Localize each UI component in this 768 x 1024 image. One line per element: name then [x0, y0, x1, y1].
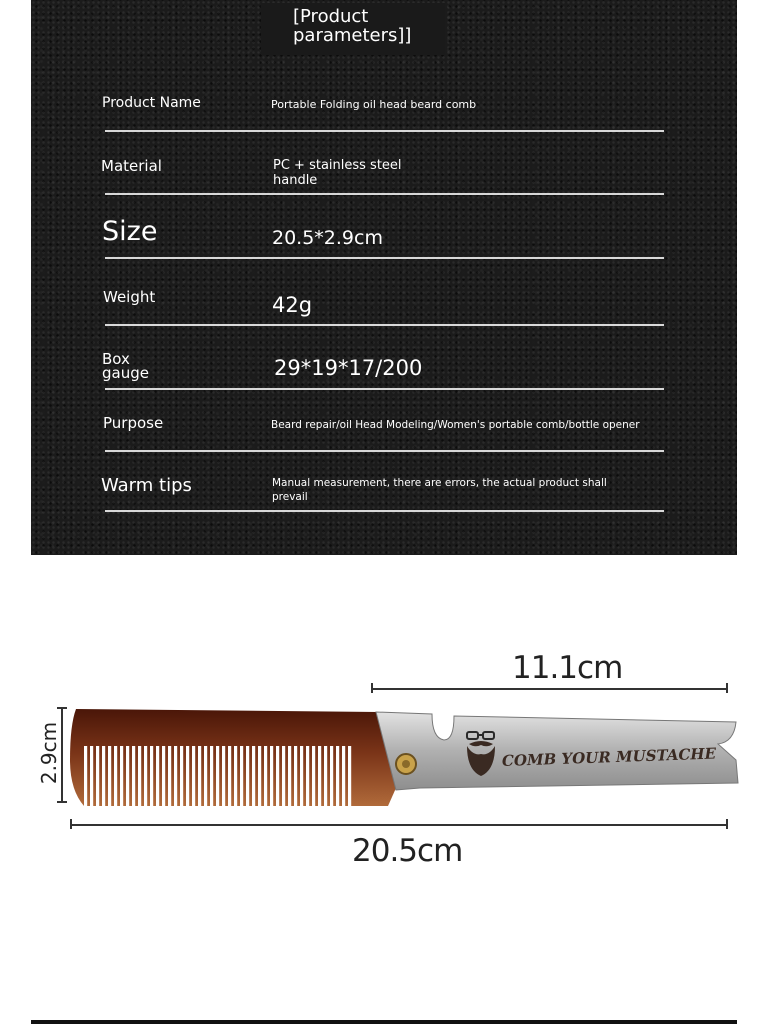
page-title: [Product parameters]]: [293, 6, 412, 46]
param-label-size: Size: [102, 216, 158, 247]
dimension-line-total: [71, 824, 727, 826]
dimension-handle-length: 11.1cm: [512, 650, 623, 686]
dimension-tick: [70, 819, 72, 829]
bottom-divider: [31, 1020, 737, 1024]
param-label-product-name: Product Name: [102, 95, 201, 111]
rivet-center: [402, 760, 410, 768]
param-label-warm-tips: Warm tips: [101, 475, 192, 496]
param-label-material: Material: [101, 157, 162, 175]
param-value-material: PC + stainless steel handle: [273, 158, 402, 188]
comb-teeth: [84, 746, 354, 806]
dimension-height: 2.9cm: [37, 721, 61, 785]
param-value-warm-tips: Manual measurement, there are errors, the actual product shall prevail: [272, 477, 607, 503]
param-value-size: 20.5*2.9cm: [272, 227, 383, 249]
param-label-box-gauge: Box gauge: [102, 350, 149, 382]
engraving-text: COMB YOUR MUSTACHE: [501, 744, 717, 770]
param-label-purpose: Purpose: [103, 414, 164, 432]
param-value-box-gauge: 29*19*17/200: [274, 356, 423, 380]
param-label-weight: Weight: [103, 288, 156, 306]
param-value-product-name: Portable Folding oil head beard comb: [271, 98, 477, 111]
dimension-tick: [726, 819, 728, 829]
dimension-total-length: 20.5cm: [352, 833, 463, 869]
param-value-purpose: Beard repair/oil Head Modeling/Women's portable comb/bottle opener: [271, 419, 640, 431]
param-value-weight: 42g: [272, 293, 313, 317]
